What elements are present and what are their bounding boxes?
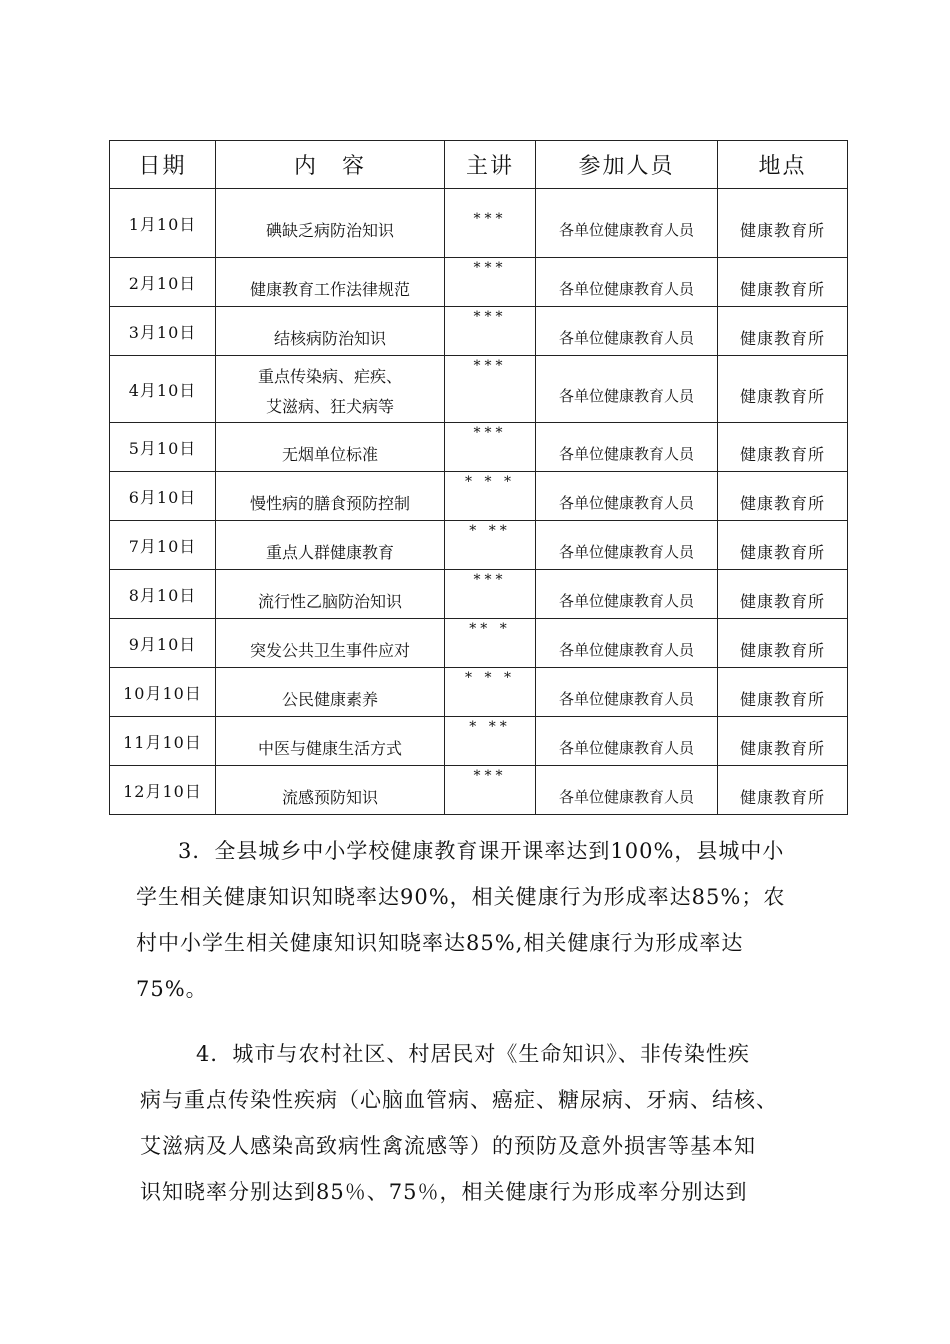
- speaker-text: ***: [473, 358, 507, 374]
- speaker-text: ***: [473, 309, 507, 325]
- table-body: [110, 189, 848, 815]
- topic-text: [216, 430, 444, 465]
- place-text: 健康教育所: [739, 787, 825, 807]
- topic-text: [216, 265, 444, 300]
- attendees-text: 各单位健康教育人员: [558, 738, 694, 757]
- cell-place: [718, 258, 848, 307]
- cell-topic: [216, 472, 445, 521]
- cell-date: 9月10日: [110, 619, 216, 668]
- cell-attendees: [536, 189, 718, 258]
- place-text: 健康教育所: [739, 386, 825, 406]
- paragraph-3: [136, 828, 862, 1012]
- table-row: [110, 619, 848, 668]
- header-speaker: 主讲: [445, 141, 536, 189]
- place-text: 健康教育所: [739, 220, 825, 240]
- schedule-table: [109, 140, 848, 815]
- place-text: 健康教育所: [739, 738, 825, 758]
- cell-speaker: [445, 258, 536, 307]
- cell-speaker: [445, 570, 536, 619]
- cell-speaker: [445, 619, 536, 668]
- topic-text: [216, 206, 444, 241]
- cell-date: 2月10日: [110, 258, 216, 307]
- cell-attendees: [536, 570, 718, 619]
- cell-attendees: [536, 766, 718, 815]
- topic-line: 结核病防治知识: [273, 328, 386, 348]
- cell-place: [718, 668, 848, 717]
- topic-line: 健康教育工作法律规范: [249, 279, 410, 299]
- cell-topic: [216, 423, 445, 472]
- cell-attendees: [536, 619, 718, 668]
- cell-speaker: [445, 766, 536, 815]
- table-row: [110, 307, 848, 356]
- cell-place: [718, 472, 848, 521]
- cell-topic: [216, 356, 445, 423]
- cell-date: 1月10日: [110, 189, 216, 258]
- cell-speaker: [445, 307, 536, 356]
- attendees-text: 各单位健康教育人员: [558, 640, 694, 659]
- table-row: [110, 717, 848, 766]
- cell-date: 6月10日: [110, 472, 216, 521]
- topic-line: 碘缺乏病防治知识: [265, 220, 394, 240]
- speaker-text: * **: [469, 523, 511, 539]
- cell-place: [718, 189, 848, 258]
- place-text: 健康教育所: [739, 542, 825, 562]
- paragraph-line: 4．城市与农村社区、村居民对《生命知识》、非传染性疾: [196, 1042, 750, 1066]
- topic-text: [216, 724, 444, 759]
- table-row: [110, 258, 848, 307]
- speaker-text: ***: [473, 260, 507, 276]
- table-row: [110, 668, 848, 717]
- cell-topic: [216, 619, 445, 668]
- place-text: 健康教育所: [739, 689, 825, 709]
- table-row: [110, 570, 848, 619]
- table-row: [110, 356, 848, 423]
- speaker-text: * **: [469, 719, 511, 735]
- speaker-text: ***: [473, 572, 507, 588]
- attendees-text: 各单位健康教育人员: [558, 386, 694, 405]
- cell-date: 11月10日: [110, 717, 216, 766]
- paragraph-4: [140, 1031, 866, 1215]
- topic-text: [216, 528, 444, 563]
- cell-date: 3月10日: [110, 307, 216, 356]
- topic-text: [216, 773, 444, 808]
- topic-line: 突发公共卫生事件应对: [249, 640, 410, 660]
- header-content: 内 容: [216, 141, 445, 189]
- cell-date: 12月10日: [110, 766, 216, 815]
- attendees-text: 各单位健康教育人员: [558, 444, 694, 463]
- cell-attendees: [536, 717, 718, 766]
- speaker-text: ***: [473, 425, 507, 441]
- speaker-text: ***: [473, 211, 507, 227]
- cell-place: [718, 521, 848, 570]
- topic-line: 流感预防知识: [281, 787, 378, 807]
- cell-speaker: [445, 423, 536, 472]
- topic-line: 慢性病的膳食预防控制: [249, 493, 410, 513]
- cell-attendees: [536, 423, 718, 472]
- attendees-text: 各单位健康教育人员: [558, 591, 694, 610]
- table-row: [110, 521, 848, 570]
- cell-date: 4月10日: [110, 356, 216, 423]
- topic-text: [216, 626, 444, 661]
- cell-topic: [216, 307, 445, 356]
- topic-line: 流行性乙脑防治知识: [257, 591, 402, 611]
- speaker-text: ** *: [469, 621, 511, 637]
- attendees-text: 各单位健康教育人员: [558, 220, 694, 239]
- cell-topic: [216, 258, 445, 307]
- cell-attendees: [536, 258, 718, 307]
- cell-attendees: [536, 356, 718, 423]
- cell-date: 8月10日: [110, 570, 216, 619]
- topic-text: [216, 356, 444, 422]
- paragraph-line: 病与重点传染性疾病（心脑血管病、癌症、糖尿病、牙病、结核、: [140, 1088, 778, 1112]
- topic-text: [216, 577, 444, 612]
- place-text: 健康教育所: [739, 328, 825, 348]
- paragraph-line: 艾滋病及人感染高致病性禽流感等）的预防及意外损害等基本知: [140, 1134, 756, 1158]
- cell-attendees: [536, 472, 718, 521]
- paragraph-line: 75%。: [136, 977, 208, 1001]
- cell-date: 10月10日: [110, 668, 216, 717]
- cell-speaker: [445, 668, 536, 717]
- topic-line: 重点人群健康教育: [265, 542, 394, 562]
- header-date: 日期: [110, 141, 216, 189]
- cell-topic: [216, 189, 445, 258]
- cell-topic: [216, 521, 445, 570]
- attendees-text: 各单位健康教育人员: [558, 787, 694, 806]
- cell-place: [718, 356, 848, 423]
- paragraph-line: 识知晓率分别达到85％、75％，相关健康行为形成率分别达到: [140, 1180, 748, 1204]
- paragraph-line: 村中小学生相关健康知识知晓率达85%,相关健康行为形成率达: [136, 931, 744, 955]
- header-attendees: 参加人员: [536, 141, 718, 189]
- paragraph-line: 3．全县城乡中小学校健康教育课开课率达到100%，县城中小: [178, 839, 785, 863]
- cell-place: [718, 307, 848, 356]
- place-text: 健康教育所: [739, 279, 825, 299]
- cell-attendees: [536, 521, 718, 570]
- topic-line: 无烟单位标准: [281, 444, 378, 464]
- cell-speaker: [445, 472, 536, 521]
- cell-topic: [216, 668, 445, 717]
- topic-line: 中医与健康生活方式: [257, 738, 402, 758]
- table-header-row: [110, 141, 848, 189]
- header-place: 地点: [718, 141, 848, 189]
- cell-speaker: [445, 717, 536, 766]
- cell-speaker: [445, 356, 536, 423]
- table-row: [110, 766, 848, 815]
- attendees-text: 各单位健康教育人员: [558, 493, 694, 512]
- topic-text: [216, 675, 444, 710]
- topic-line: 艾滋病、狂犬病等: [265, 397, 394, 416]
- cell-topic: [216, 717, 445, 766]
- place-text: 健康教育所: [739, 493, 825, 513]
- table-row: [110, 423, 848, 472]
- place-text: 健康教育所: [739, 640, 825, 660]
- speaker-text: * * *: [465, 474, 515, 490]
- cell-place: [718, 766, 848, 815]
- place-text: 健康教育所: [739, 591, 825, 611]
- cell-topic: [216, 570, 445, 619]
- cell-place: [718, 717, 848, 766]
- cell-speaker: [445, 189, 536, 258]
- topic-text: [216, 314, 444, 349]
- place-text: 健康教育所: [739, 444, 825, 464]
- cell-date: 5月10日: [110, 423, 216, 472]
- topic-line: 重点传染病、疟疾、: [257, 367, 402, 386]
- topic-text: [216, 479, 444, 514]
- speaker-text: ***: [473, 768, 507, 784]
- table-row: [110, 472, 848, 521]
- cell-attendees: [536, 668, 718, 717]
- attendees-text: 各单位健康教育人员: [558, 279, 694, 298]
- cell-place: [718, 570, 848, 619]
- table-row: [110, 189, 848, 258]
- attendees-text: 各单位健康教育人员: [558, 689, 694, 708]
- cell-place: [718, 619, 848, 668]
- speaker-text: * * *: [465, 670, 515, 686]
- cell-date: 7月10日: [110, 521, 216, 570]
- attendees-text: 各单位健康教育人员: [558, 328, 694, 347]
- topic-line: 公民健康素养: [281, 689, 378, 709]
- cell-speaker: [445, 521, 536, 570]
- attendees-text: 各单位健康教育人员: [558, 542, 694, 561]
- paragraph-line: 学生相关健康知识知晓率达90%，相关健康行为形成率达85%；农: [136, 885, 786, 909]
- cell-topic: [216, 766, 445, 815]
- cell-place: [718, 423, 848, 472]
- cell-attendees: [536, 307, 718, 356]
